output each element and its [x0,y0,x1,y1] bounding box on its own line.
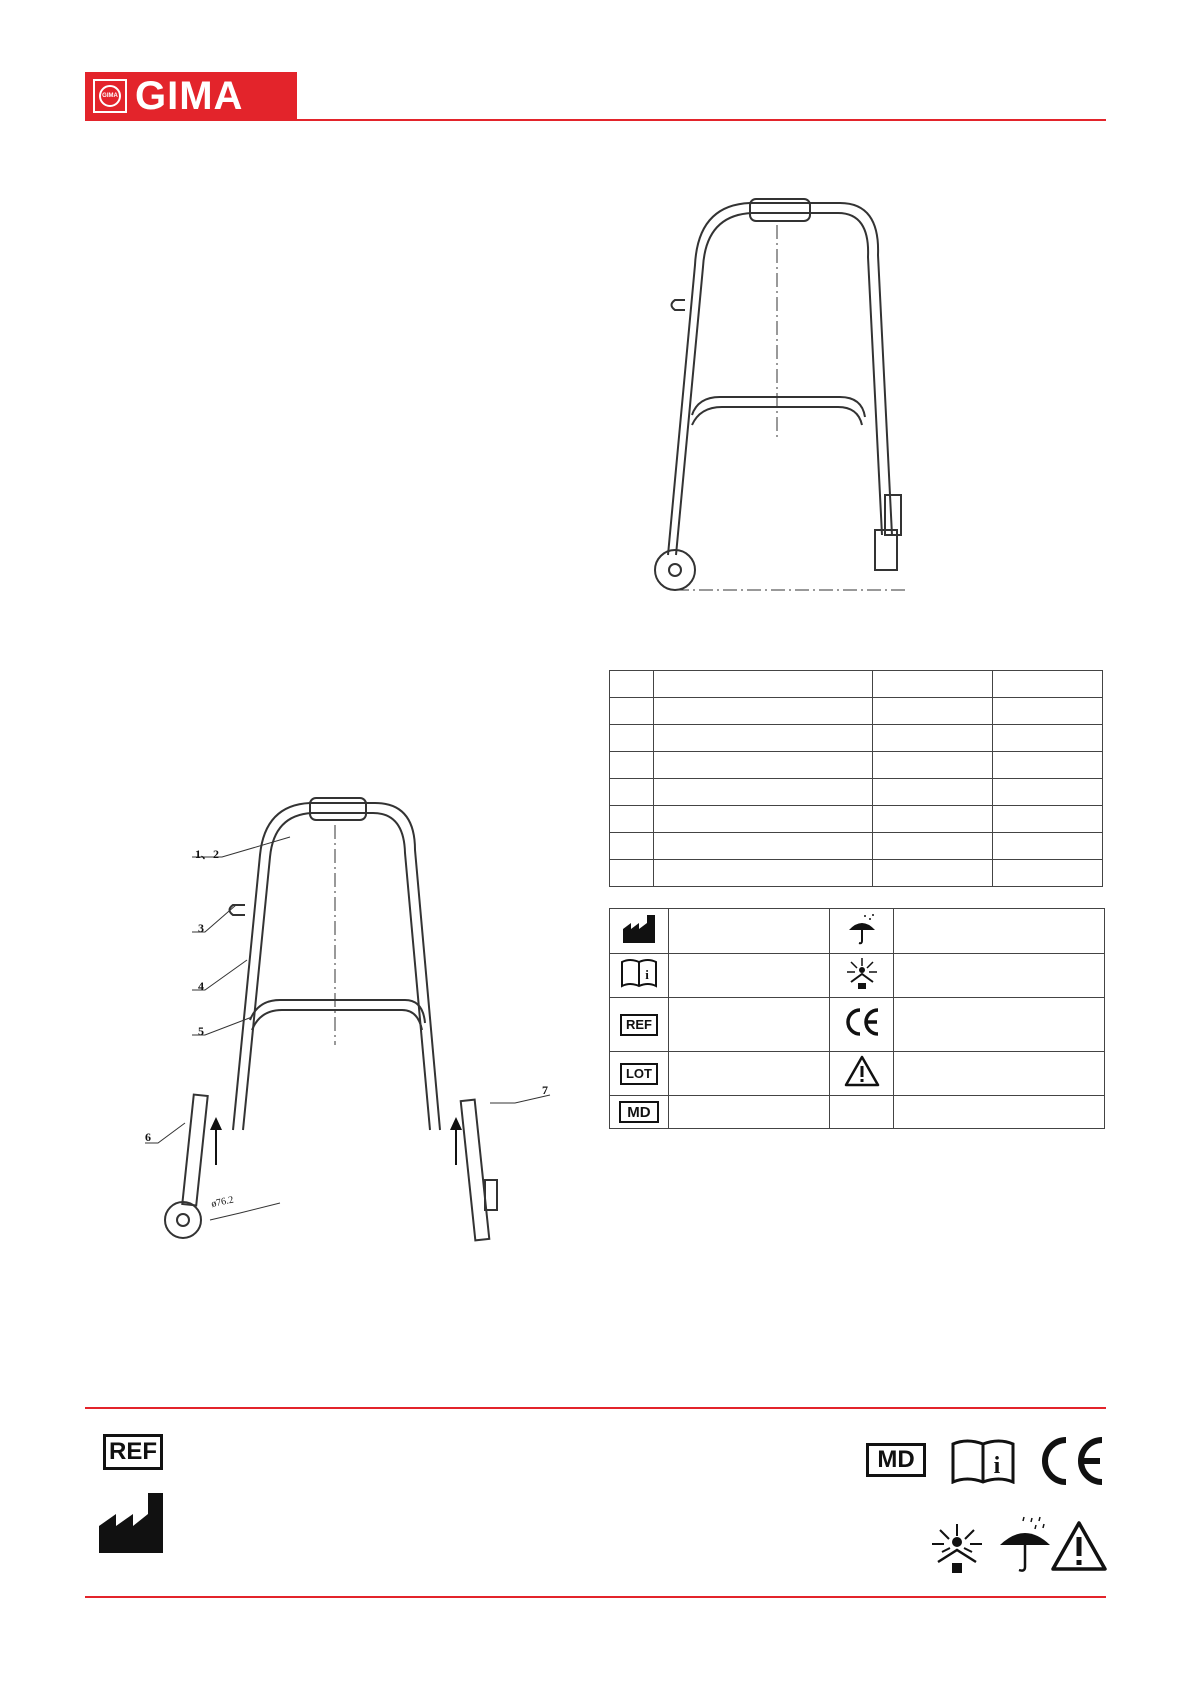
part-label-6: 6 [145,1130,151,1144]
footer-instructions-icon [951,1438,1015,1484]
warning-icon [844,1055,880,1087]
part-label-1-2: 1、2 [195,847,220,861]
walker-assembled-drawing [640,195,920,595]
keep-from-sunlight-icon [845,956,879,990]
lot-icon: LOT [620,1063,658,1085]
footer-warning-icon [1050,1520,1108,1572]
ref-icon: REF [620,1014,658,1036]
logo-text: GIMA [135,74,244,118]
parts-table [609,670,1103,887]
footer-ref-icon: REF [103,1434,163,1470]
footer-divider-bottom [85,1596,1106,1598]
table-row [610,833,1103,860]
manufacturer-icon [621,913,657,945]
table-row [610,954,1105,998]
table-row [610,725,1103,752]
keep-dry-icon [845,912,879,946]
table-row [610,698,1103,725]
wheel-dimension-label: ø76.2 [210,1194,235,1210]
md-icon: MD [619,1101,659,1123]
part-label-4: 4 [198,979,204,993]
footer-manufacturer-icon [98,1492,164,1554]
table-row [610,998,1105,1052]
svg-text:i: i [645,967,649,982]
walker-exploded-drawing [140,795,560,1250]
table-row [610,1052,1105,1096]
ce-mark-icon [842,1007,882,1037]
table-row [610,1096,1105,1129]
footer-ce-mark-icon [1035,1435,1107,1487]
svg-text:i: i [993,1453,1001,1479]
logo-emblem-text: GIMA [99,85,121,107]
table-row [610,806,1103,833]
part-label-3: 3 [198,921,204,935]
footer-divider-top [85,1407,1106,1409]
table-row [610,779,1103,806]
footer-keep-from-sunlight-icon [928,1522,986,1574]
table-row [610,909,1105,954]
logo-emblem-icon [93,79,127,113]
gima-logo [85,72,297,120]
table-row [610,752,1103,779]
symbols-table [609,908,1105,1129]
part-label-5: 5 [198,1024,204,1038]
footer-md-icon: MD [866,1443,926,1477]
footer-keep-dry-icon [996,1515,1054,1573]
header-divider [85,119,1106,121]
part-label-7: 7 [542,1083,548,1097]
table-row [610,860,1103,887]
table-row [610,671,1103,698]
instructions-icon [620,958,658,988]
